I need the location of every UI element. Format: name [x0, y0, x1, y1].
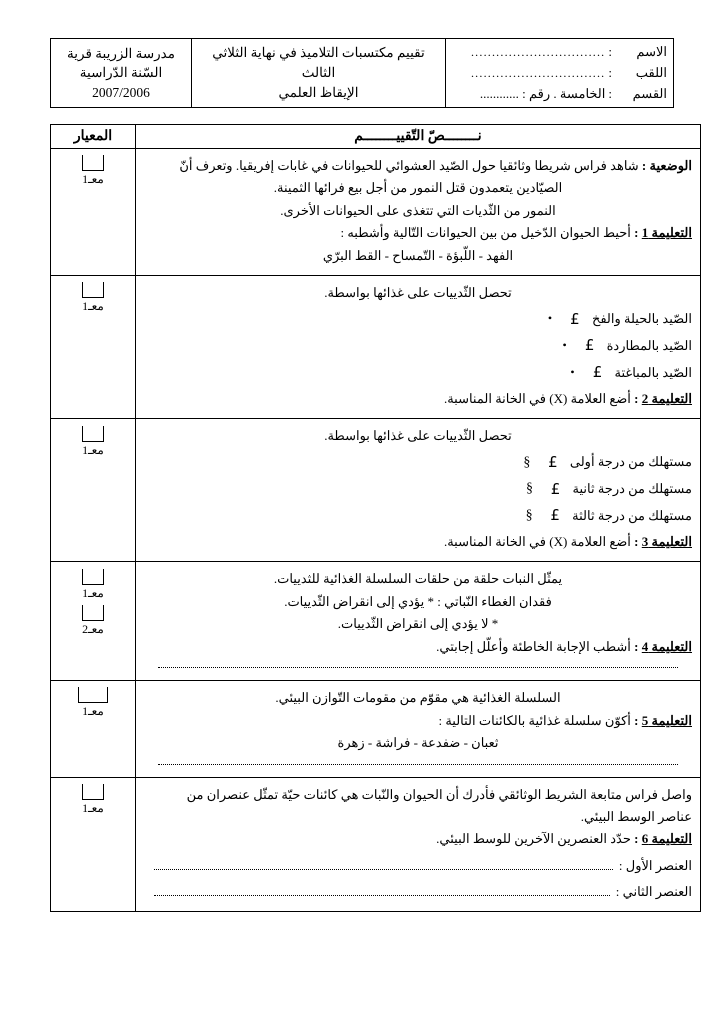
table-row — [51, 149, 701, 276]
checkbox-glyph[interactable]: £ — [550, 506, 560, 525]
section-sign-icon: § — [525, 481, 533, 497]
option-text: مستهلك من درجة أولى — [569, 454, 692, 470]
section-1-line-3: النمور من الثّديات التي تتغذى على الحيوانات الأخرى. — [280, 202, 556, 218]
answer-blank-label: العنصر الأول : — [618, 857, 692, 873]
section-3-instruction: التعليمة 3 : أضع العلامة (X) في الخانة المناسبة. — [443, 534, 692, 549]
section-4-instruction: التعليمة 4 : أشطب الإجابة الخاطئة وأعلّل إجابتي. — [436, 638, 692, 654]
section-5-criteria — [51, 681, 136, 777]
student-identity-cell — [446, 39, 674, 108]
identity-dots-name[interactable]: ................................ — [470, 45, 606, 59]
bullet-icon: • — [562, 337, 567, 352]
section-4-line-2[interactable]: فقدان الغطاء النّباتي : * يؤدي إلى انقراض الثّدييات. — [284, 593, 552, 609]
checkbox-glyph[interactable]: £ — [592, 363, 603, 382]
criteria-mark-box[interactable] — [59, 687, 127, 719]
section-1-line-2: الصيّادين يتعمدون قتل النمور من أجل بيع فرائها الثمينة. — [273, 180, 563, 196]
identity-row-surname — [452, 63, 667, 84]
section-6-line-2: عناصر الوسط البيئي. — [580, 808, 692, 824]
section-1-animals[interactable]: الفهد - اللّبؤة - التّمساح - القط البرّي — [322, 247, 514, 263]
identity-dots-surname[interactable]: ................................ — [470, 65, 606, 80]
criteria-header-label: المعيار — [73, 129, 113, 144]
score-box[interactable] — [82, 426, 104, 442]
list-item[interactable] — [144, 502, 692, 529]
answer-blank-second[interactable] — [144, 881, 692, 902]
answer-blank-first[interactable] — [144, 855, 692, 876]
section-6-line-1: واصل فراس متابعة الشريط الوثائقي فأدرك أن الحيوان والنّبات هي كائنات حيّة تمثّل عنصران من — [186, 786, 692, 802]
criteria-label: معـ1 — [82, 442, 104, 457]
identity-row-name — [452, 42, 667, 63]
option-text: مستهلك من درجة ثانية — [572, 481, 692, 497]
section-1-instruction: التعليمة 1 : أحيط الحيوان الدّخيل من بين الحيوانات التّالية وأشطبه : — [340, 225, 692, 241]
assessment-table — [50, 124, 701, 912]
header-table — [50, 38, 674, 108]
criteria-mark-box[interactable] — [59, 425, 127, 457]
identity-colon-class: : — [608, 85, 612, 101]
criteria-mark-box[interactable] — [59, 605, 127, 637]
section-3-intro: تحصل الثّدييات على غذائها بواسطة. — [324, 428, 512, 444]
exam-title-cell — [192, 39, 446, 108]
option-text: الصّيد بالمباغتة — [614, 364, 692, 380]
table-row — [51, 276, 701, 419]
criteria-mark-box[interactable] — [59, 282, 127, 314]
table-header-row — [51, 125, 701, 149]
school-year-label: السّنة الدّراسية — [79, 65, 163, 81]
section-sign-icon: § — [523, 454, 531, 470]
score-box[interactable] — [82, 155, 104, 171]
identity-row-class — [452, 84, 667, 105]
section-5-organisms[interactable]: ثعبان - ضفدعة - فراشة - زهرة — [337, 735, 499, 751]
answer-blank-line[interactable] — [154, 894, 610, 896]
answer-dotted-line[interactable] — [158, 763, 678, 765]
criteria-label: معـ2 — [82, 621, 104, 636]
identity-colon-name: : — [608, 44, 612, 59]
section-4-content — [136, 562, 701, 681]
answer-blank-line[interactable] — [154, 868, 613, 870]
bullet-icon: • — [570, 364, 575, 379]
criteria-label: معـ1 — [82, 172, 104, 187]
identity-colon-surname: : — [608, 64, 612, 80]
criteria-mark-box[interactable] — [59, 568, 127, 600]
section-6-content — [136, 777, 701, 911]
identity-label-class: القسم — [632, 85, 667, 101]
exam-title-line-2: الإيقاظ العلمي — [278, 85, 359, 101]
option-text: الصّيد بالحيلة والفخ — [591, 311, 692, 327]
bullet-icon: • — [547, 311, 553, 326]
exam-title-line-1: تقييم مكتسبات التلاميذ في نهاية الثلاثي الثالث — [212, 44, 425, 81]
section-1-line-1: الوضعية : شاهد فراس شريطا وثائقيا حول الصّيد العشوائي للحيوانات في غابات إفريقيا. وتعرف أنّ — [179, 158, 692, 173]
section-2-criteria — [51, 276, 136, 419]
list-item[interactable] — [144, 332, 692, 359]
section-3-content — [136, 419, 701, 562]
school-info-cell — [51, 39, 192, 108]
list-item[interactable] — [144, 476, 692, 503]
criteria-mark-box[interactable] — [59, 784, 127, 816]
content-header-cell — [136, 125, 701, 149]
criteria-label: معـ1 — [82, 800, 104, 815]
list-item[interactable] — [144, 449, 692, 476]
section-2-options — [144, 306, 692, 386]
section-6-criteria — [51, 777, 136, 911]
school-name: مدرسة الزريبة قرية — [67, 45, 175, 61]
identity-label-surname: اللقب — [635, 64, 667, 80]
section-2-intro: تحصل الثّدييات على غذائها بواسطة. — [324, 285, 512, 301]
identity-label-name: الاسم — [636, 44, 667, 59]
section-3-options — [144, 449, 692, 529]
table-row — [51, 419, 701, 562]
criteria-label: معـ1 — [82, 704, 104, 719]
score-box[interactable] — [82, 282, 104, 298]
option-text: مستهلك من درجة ثالثة — [572, 507, 692, 523]
checkbox-glyph[interactable]: £ — [584, 336, 595, 355]
section-6-instruction: التعليمة 6 : حدّد العنصرين الآخرين للوسط البيئي. — [436, 831, 692, 847]
checkbox-glyph[interactable]: £ — [548, 452, 558, 471]
criteria-label: معـ1 — [82, 299, 104, 314]
table-row — [51, 777, 701, 911]
checkbox-glyph[interactable]: £ — [550, 479, 561, 498]
section-2-instruction: التعليمة 2 : أضع العلامة (X) في الخانة المناسبة. — [443, 390, 692, 406]
section-4-line-3[interactable]: * لا يؤدي إلى انقراض الثّدييات. — [337, 616, 499, 632]
section-2-content — [136, 276, 701, 419]
option-text: الصّيد بالمطاردة — [606, 338, 692, 354]
section-4-line-1: يمثّل النبات حلقة من حلقات السلسلة الغذائية للثدييات. — [273, 571, 563, 587]
answer-dotted-line[interactable] — [158, 666, 678, 668]
section-5-line-1: السلسلة الغذائية هي مقوّم من مقومات التّوازن البيئي. — [275, 690, 561, 706]
table-row — [51, 562, 701, 681]
answer-blank-label: العنصر الثاني : — [615, 884, 692, 900]
score-box[interactable] — [82, 605, 104, 621]
list-item[interactable] — [144, 306, 692, 333]
criteria-mark-box[interactable] — [59, 155, 127, 187]
table-row — [51, 681, 701, 777]
section-1-content — [136, 149, 701, 276]
section-4-criteria — [51, 562, 136, 681]
section-3-criteria — [51, 419, 136, 562]
section-5-content — [136, 681, 701, 777]
header-row — [51, 39, 674, 108]
criteria-label: معـ1 — [82, 585, 104, 600]
section-sign-icon: § — [525, 508, 533, 524]
list-item[interactable] — [144, 359, 692, 386]
section-1-criteria — [51, 149, 136, 276]
score-box[interactable] — [82, 784, 104, 800]
school-year-value: 2007/2006 — [92, 84, 150, 100]
content-header-label: نــــــــصّ التّقييــــــــم — [354, 129, 482, 144]
identity-value-class[interactable]: الخامسة . رقم : ............ — [479, 85, 606, 101]
checkbox-glyph[interactable]: £ — [570, 309, 580, 328]
score-box[interactable] — [82, 569, 104, 585]
section-5-instruction: التعليمة 5 : أكوّن سلسلة غذائية بالكائنات التالية : — [438, 712, 692, 728]
score-box[interactable] — [78, 687, 108, 703]
criteria-header-cell — [51, 125, 136, 149]
